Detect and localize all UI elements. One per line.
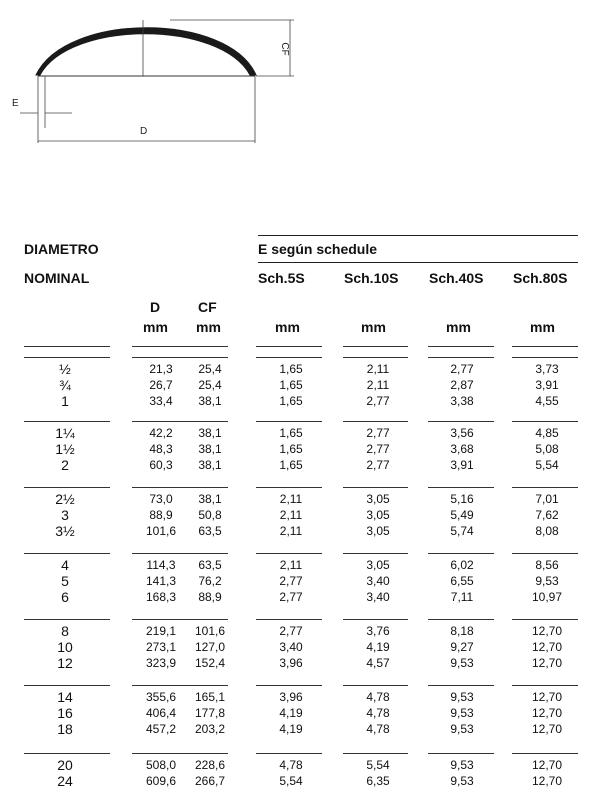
- nominal-cell: 5: [61, 573, 69, 589]
- value-cell: 5,74: [450, 524, 474, 538]
- value-cell: 3,05: [366, 558, 390, 572]
- value-cell: 88,9: [198, 590, 222, 604]
- value-cell: 127,0: [194, 640, 226, 654]
- group-rule: [24, 553, 110, 554]
- nominal-cell: 6: [61, 589, 69, 605]
- group-rule: [428, 357, 494, 358]
- value-cell: 8,56: [535, 558, 559, 572]
- value-cell: 168,3: [145, 590, 177, 604]
- value-cell: 266,7: [194, 774, 226, 788]
- value-cell: 76,2: [198, 574, 222, 588]
- value-cell: 8,18: [450, 624, 474, 638]
- value-cell: 4,78: [366, 722, 390, 736]
- value-cell: 3,40: [366, 590, 390, 604]
- value-cell: 1,65: [279, 362, 303, 376]
- nominal-cell: 18: [57, 721, 73, 737]
- value-cell: 3,91: [450, 458, 474, 472]
- value-cell: 6,55: [450, 574, 474, 588]
- group-rule: [428, 685, 494, 686]
- value-cell: 7,01: [535, 492, 559, 506]
- value-cell: 1,65: [279, 378, 303, 392]
- value-cell: 2,11: [279, 524, 303, 538]
- value-cell: 508,0: [145, 758, 177, 772]
- value-cell: 2,77: [366, 442, 390, 456]
- value-cell: 4,55: [535, 394, 559, 408]
- group-rule: [24, 421, 110, 422]
- value-cell: 9,53: [450, 706, 474, 720]
- value-cell: 9,27: [450, 640, 474, 654]
- value-cell: 2,77: [366, 394, 390, 408]
- cf-unit: mm: [196, 319, 221, 335]
- nominal-cell: 10: [57, 639, 73, 655]
- value-cell: 9,53: [450, 758, 474, 772]
- value-cell: 2,77: [279, 624, 303, 638]
- value-cell: 6,02: [450, 558, 474, 572]
- value-cell: 1,65: [279, 426, 303, 440]
- nominal-cell: ¾: [59, 377, 71, 393]
- group-rule: [132, 487, 228, 488]
- value-cell: 12,70: [531, 656, 563, 670]
- value-cell: 114,3: [146, 558, 176, 572]
- value-cell: 3,38: [450, 394, 474, 408]
- value-cell: 12,70: [531, 690, 563, 704]
- nominal-cell: 16: [57, 705, 73, 721]
- value-cell: 10,97: [531, 590, 563, 604]
- value-cell: 8,08: [535, 524, 559, 538]
- nominal-cell: 3: [61, 507, 69, 523]
- sch-40s-header: Sch.40S: [429, 270, 484, 286]
- group-rule: [132, 553, 228, 554]
- group-rule: [24, 357, 110, 358]
- sch-10s-header: Sch.10S: [344, 270, 399, 286]
- value-cell: 63,5: [198, 524, 222, 538]
- d-header: D: [150, 299, 161, 315]
- group-rule: [256, 357, 322, 358]
- group-rule: [24, 685, 110, 686]
- value-cell: 38,1: [198, 458, 222, 472]
- group-rule: [256, 487, 322, 488]
- group-rule: [512, 553, 578, 554]
- value-cell: 9,53: [450, 690, 474, 704]
- d-label: D: [140, 126, 148, 137]
- group-rule: [132, 357, 228, 358]
- value-cell: 38,1: [198, 394, 222, 408]
- value-cell: 42,2: [149, 426, 173, 440]
- value-cell: 355,6: [145, 690, 177, 704]
- value-cell: 50,8: [198, 508, 222, 522]
- diametro-header: DIAMETRO: [24, 241, 99, 257]
- value-cell: 323,9: [145, 656, 177, 670]
- value-cell: 5,08: [535, 442, 559, 456]
- value-cell: 3,40: [366, 574, 390, 588]
- nominal-cell: 1¼: [55, 425, 75, 441]
- nominal-cell: 12: [57, 655, 73, 671]
- group-rule: [256, 753, 322, 754]
- nominal-cell: 8: [61, 623, 69, 639]
- sch-80s-unit: mm: [530, 319, 555, 335]
- cf-label: CF: [279, 42, 290, 56]
- value-cell: 3,05: [366, 524, 390, 538]
- nominal-cell: 2: [61, 457, 69, 473]
- header-rule-bottom: [24, 346, 110, 347]
- group-rule: [132, 685, 228, 686]
- group-rule: [24, 619, 110, 620]
- value-cell: 73,0: [149, 492, 173, 506]
- value-cell: 4,78: [366, 706, 390, 720]
- header-rule-bottom: [256, 346, 322, 347]
- value-cell: 38,1: [198, 492, 222, 506]
- value-cell: 2,11: [366, 362, 390, 376]
- value-cell: 7,62: [535, 508, 559, 522]
- e-segun-schedule-header: E según schedule: [258, 241, 378, 257]
- value-cell: 25,4: [198, 378, 222, 392]
- value-cell: 25,4: [198, 362, 222, 376]
- value-cell: 4,19: [279, 722, 303, 736]
- group-rule: [343, 753, 408, 754]
- value-cell: 5,49: [450, 508, 474, 522]
- d-unit: mm: [143, 319, 168, 335]
- value-cell: 21,3: [149, 362, 173, 376]
- group-rule: [428, 753, 494, 754]
- value-cell: 5,54: [279, 774, 303, 788]
- value-cell: 12,70: [531, 624, 563, 638]
- value-cell: 177,8: [194, 706, 226, 720]
- group-rule: [132, 421, 228, 422]
- value-cell: 88,9: [149, 508, 173, 522]
- value-cell: 101,6: [145, 524, 177, 538]
- value-cell: 9,53: [450, 722, 474, 736]
- value-cell: 9,53: [450, 774, 474, 788]
- value-cell: 48,3: [149, 442, 173, 456]
- group-rule: [343, 357, 408, 358]
- sch-5s-header: Sch.5S: [258, 270, 305, 286]
- value-cell: 406,4: [145, 706, 177, 720]
- group-rule: [256, 553, 322, 554]
- value-cell: 5,16: [450, 492, 474, 506]
- group-rule: [132, 619, 228, 620]
- value-cell: 141,3: [145, 574, 177, 588]
- value-cell: 63,5: [198, 558, 222, 572]
- group-rule: [256, 619, 322, 620]
- value-cell: 101,6: [194, 624, 226, 638]
- group-rule: [343, 619, 408, 620]
- value-cell: 12,70: [531, 722, 563, 736]
- sch-80s-header: Sch.80S: [513, 270, 568, 286]
- value-cell: 457,2: [145, 722, 177, 736]
- value-cell: 26,7: [149, 378, 173, 392]
- nominal-cell: 1: [61, 393, 69, 409]
- value-cell: 3,91: [535, 378, 559, 392]
- value-cell: 4,19: [279, 706, 303, 720]
- value-cell: 4,19: [366, 640, 390, 654]
- value-cell: 3,56: [450, 426, 474, 440]
- value-cell: 6,35: [366, 774, 390, 788]
- value-cell: 4,78: [366, 690, 390, 704]
- value-cell: 3,96: [279, 690, 303, 704]
- value-cell: 5,54: [366, 758, 390, 772]
- group-rule: [343, 487, 408, 488]
- cf-header: CF: [198, 299, 217, 315]
- value-cell: 203,2: [194, 722, 226, 736]
- group-rule: [343, 685, 408, 686]
- value-cell: 4,85: [535, 426, 559, 440]
- value-cell: 5,54: [535, 458, 559, 472]
- group-rule: [343, 553, 408, 554]
- value-cell: 2,77: [279, 590, 303, 604]
- value-cell: 9,53: [535, 574, 559, 588]
- value-cell: 1,65: [279, 458, 303, 472]
- header-rule-bottom: [343, 346, 408, 347]
- group-rule: [428, 421, 494, 422]
- group-rule: [24, 487, 110, 488]
- value-cell: 38,1: [198, 426, 222, 440]
- nominal-cell: 24: [57, 773, 73, 789]
- dome-shell: [36, 28, 256, 75]
- group-rule: [343, 421, 408, 422]
- value-cell: 2,11: [279, 508, 303, 522]
- value-cell: 3,05: [366, 508, 390, 522]
- value-cell: 3,96: [279, 656, 303, 670]
- sch-40s-unit: mm: [446, 319, 471, 335]
- header-rule-bottom: [428, 346, 494, 347]
- value-cell: 12,70: [531, 706, 563, 720]
- group-rule: [256, 685, 322, 686]
- header-rule-bottom: [512, 346, 578, 347]
- header-rule-top: [258, 235, 578, 236]
- value-cell: 609,6: [145, 774, 177, 788]
- nominal-header: NOMINAL: [24, 270, 90, 286]
- value-cell: 1,65: [279, 394, 303, 408]
- header-rule-bottom: [132, 346, 228, 347]
- group-rule: [512, 421, 578, 422]
- value-cell: 2,77: [279, 574, 303, 588]
- value-cell: 4,78: [279, 758, 303, 772]
- group-rule: [512, 619, 578, 620]
- value-cell: 2,11: [279, 558, 303, 572]
- value-cell: 2,87: [450, 378, 474, 392]
- nominal-cell: 4: [61, 557, 69, 573]
- value-cell: 2,11: [366, 378, 390, 392]
- nominal-cell: 20: [57, 757, 73, 773]
- value-cell: 273,1: [145, 640, 177, 654]
- sch-10s-unit: mm: [361, 319, 386, 335]
- group-rule: [428, 553, 494, 554]
- value-cell: 3,05: [366, 492, 390, 506]
- group-rule: [24, 753, 110, 754]
- group-rule: [428, 619, 494, 620]
- value-cell: 33,4: [149, 394, 173, 408]
- value-cell: 1,65: [279, 442, 303, 456]
- nominal-cell: 2½: [55, 491, 75, 507]
- value-cell: 7,11: [450, 590, 474, 604]
- value-cell: 3,76: [366, 624, 390, 638]
- nominal-cell: 1½: [55, 441, 75, 457]
- value-cell: 3,40: [279, 640, 303, 654]
- nominal-cell: 14: [57, 689, 73, 705]
- nominal-cell: ½: [59, 361, 71, 377]
- value-cell: 12,70: [531, 758, 563, 772]
- value-cell: 2,11: [279, 492, 303, 506]
- value-cell: 2,77: [366, 426, 390, 440]
- group-rule: [428, 487, 494, 488]
- value-cell: 165,1: [194, 690, 226, 704]
- value-cell: 2,77: [450, 362, 474, 376]
- group-rule: [512, 357, 578, 358]
- value-cell: 60,3: [149, 458, 173, 472]
- value-cell: 38,1: [198, 442, 222, 456]
- e-label: E: [12, 98, 19, 109]
- group-rule: [512, 753, 578, 754]
- value-cell: 3,68: [450, 442, 474, 456]
- header-rule-mid: [258, 262, 578, 263]
- value-cell: 12,70: [531, 774, 563, 788]
- value-cell: 228,6: [194, 758, 226, 772]
- value-cell: 9,53: [450, 656, 474, 670]
- sch-5s-unit: mm: [275, 319, 300, 335]
- dished-head-diagram: [0, 0, 600, 200]
- value-cell: 12,70: [531, 640, 563, 654]
- group-rule: [512, 487, 578, 488]
- value-cell: 4,57: [366, 656, 390, 670]
- value-cell: 2,77: [366, 458, 390, 472]
- value-cell: 152,4: [194, 656, 226, 670]
- nominal-cell: 3½: [55, 523, 75, 539]
- group-rule: [256, 421, 322, 422]
- group-rule: [512, 685, 578, 686]
- value-cell: 3,73: [535, 362, 559, 376]
- value-cell: 219,1: [145, 624, 177, 638]
- group-rule: [132, 753, 228, 754]
